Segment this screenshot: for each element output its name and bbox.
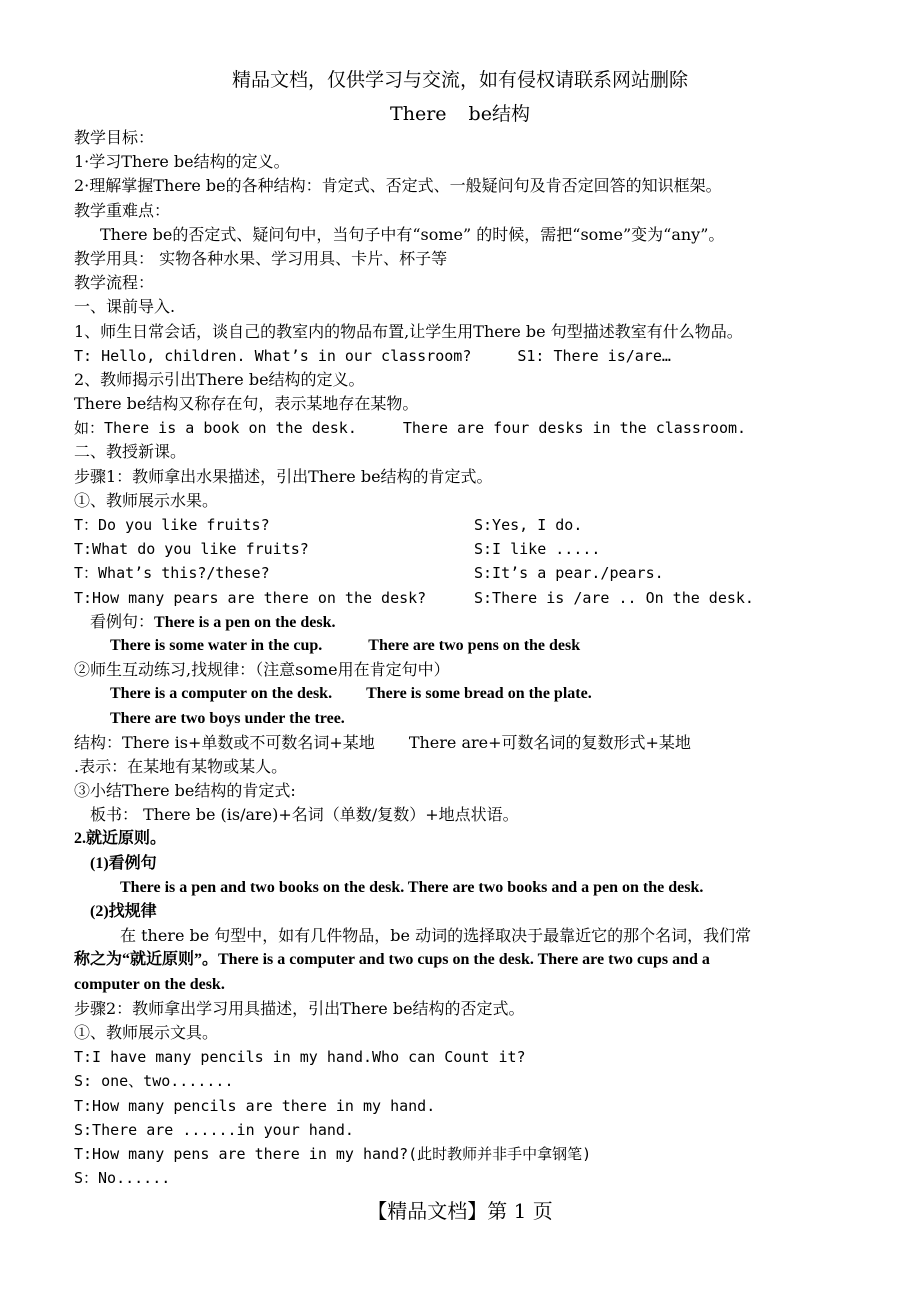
dialogue-line: T:How many pens are there in my hand?(此时教师并非手中拿钢笔) [74, 1144, 592, 1163]
example-a: There is a computer on the desk. [110, 685, 333, 703]
dialogue-student: S:There is /are .. On the desk. [474, 588, 754, 607]
objective-item: 2·理解掌握There be的各种结构：肯定式、否定式、一般疑问句及肯否定回答的知识框架。 [74, 176, 722, 196]
section-heading: 教学目标： [74, 128, 155, 147]
rule-sub-heading: (1)看例句 [90, 854, 157, 872]
page-footer: 【精品文档】第 1 页 [367, 1199, 553, 1223]
document-body [74, 126, 864, 1190]
paragraph: 1、师生日常会话，谈自己的教室内的物品布置,让学生用There be 句型描述教室有什么物品。 [74, 321, 743, 341]
dialogue-teacher: T:How many pears are there on the desk? [74, 588, 427, 607]
example-line [74, 634, 864, 658]
objective-item: 1·学习There be结构的定义。 [74, 152, 290, 172]
example-label: 看例句： [90, 611, 155, 631]
sub-step: ③小结There be结构的肯定式: [74, 781, 296, 801]
part-heading: 一、课前导入. [74, 297, 176, 317]
rule-sub-heading: (2)找规律 [90, 903, 157, 920]
dialogue-teacher: T：Do you like fruits? [74, 516, 270, 534]
example-line: There are two boys under the tree. [110, 709, 345, 727]
sub-step: ②师生互动练习,找规律：（注意some用在肯定句中） [74, 660, 450, 680]
step-heading: 步骤1：教师拿出水果描述，引出There be结构的肯定式。 [74, 466, 493, 486]
dialogue-student: S:Yes, I do. [474, 516, 583, 534]
dialogue-line: T:How many pencils are there in my hand. [74, 1096, 436, 1115]
example-b: There are two pens on the desk [368, 636, 581, 654]
teaching-tools: 教学用具： 实物各种水果、学习用具、卡片、杯子等 [74, 248, 448, 268]
sub-step: ①、教师展示文具。 [74, 1022, 219, 1042]
dialogue-line [74, 561, 864, 585]
dialogue-student: S:I like ..... [474, 540, 601, 559]
example-line [74, 610, 864, 634]
title-word-be: be结构 [468, 103, 530, 125]
dialogue-line [74, 344, 864, 368]
paragraph: There be结构又称存在句，表示某地存在某物。 [74, 394, 419, 414]
example-a: 如：There is a book on the desk. [74, 419, 357, 438]
key-point: There be的否定式、疑问句中，当句子中有“some” 的时候，需把“some”变为“any”。 [100, 224, 725, 244]
rule-paragraph: 称之为“就近原则”。There is a computer and two cups on the desk. There are two cups and a [74, 951, 710, 969]
dialogue-line: T:I have many pencils in my hand.Who can Count it? [74, 1048, 526, 1067]
dialogue-teacher: T：What’s this?/these? [74, 564, 270, 583]
section-heading: 教学流程： [74, 273, 155, 293]
dialogue-line [74, 537, 864, 561]
part-heading: 二、教授新课。 [74, 442, 187, 462]
structure-line [74, 731, 864, 755]
dialogue-teacher: T: Hello, children. What’s in our classroom? [74, 346, 472, 365]
dialogue-line: S: one、two....... [74, 1072, 234, 1091]
example-a: There is some water in the cup. [110, 636, 323, 654]
dialogue-student: S:It’s a pear./pears. [474, 564, 664, 583]
page-header: 精品文档，仅供学习与交流，如有侵权请联系网站删除 [231, 69, 688, 91]
rule-paragraph: computer on the desk. [74, 975, 225, 993]
step-heading: 步骤2：教师拿出学习用具描述，引出There be结构的否定式。 [74, 998, 525, 1018]
rule-paragraph: 在 there be 句型中，如有几件物品，be 动词的选择取决于最靠近它的那个名词，我们常 [120, 926, 752, 946]
example-line [74, 416, 864, 440]
structure-plural: There are+可数名词的复数形式+某地 [408, 732, 691, 752]
dialogue-line: S：No...... [74, 1169, 171, 1188]
sub-step: ①、教师展示水果。 [74, 490, 219, 510]
example-line: There is a pen and two books on the desk. There are two books and a pen on the desk. [120, 878, 704, 896]
dialogue-line: S:There are ......in your hand. [74, 1120, 354, 1139]
section-heading: 教学重难点： [74, 200, 171, 220]
dialogue-teacher: T:What do you like fruits? [74, 540, 309, 559]
example-b: There are four desks in the classroom. [402, 419, 747, 438]
dialogue-student: S1: There is/are… [517, 346, 671, 365]
title-word-there: There [390, 103, 447, 125]
dialogue-line [74, 513, 864, 537]
example-b: There is some bread on the plate. [366, 685, 592, 703]
structure-singular: There is+单数或不可数名词+某地 [122, 732, 375, 752]
rule-heading: 2.就近原则。 [74, 830, 167, 848]
paragraph: 2、教师揭示引出There be结构的定义。 [74, 369, 365, 389]
dialogue-line [74, 586, 864, 610]
structure-label: 结构： [74, 732, 123, 752]
example-a: There is a pen on the desk. [154, 613, 336, 631]
document-title [0, 100, 920, 128]
blackboard-note: 板书： There be (is/are)+名词（单数/复数）+地点状语。 [90, 805, 519, 825]
example-line [74, 682, 864, 706]
paragraph: .表示：在某地有某物或某人。 [74, 756, 288, 776]
